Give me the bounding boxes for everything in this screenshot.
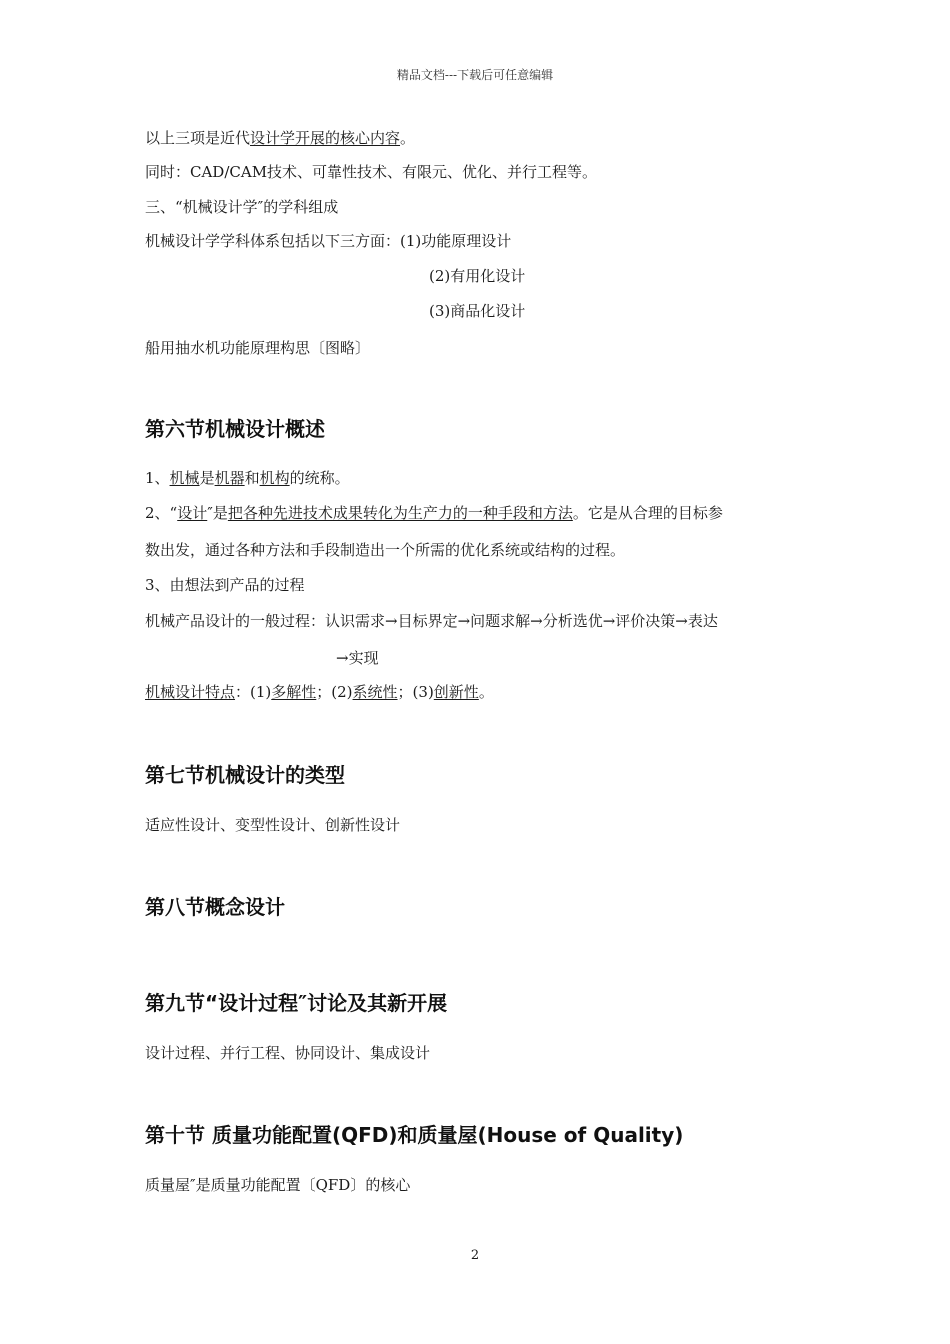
sec10-text: 质量屋″是质量功能配置〔QFD〕的核心: [145, 1176, 411, 1194]
section-8-heading: 第八节概念设计: [145, 895, 285, 919]
sec6-process: 机械产品设计的一般过程：认识需求→目标界定→问题求解→分析选优→评价决策→表达: [145, 612, 718, 630]
intro-line-6: (3)商品化设计: [429, 302, 526, 320]
text: 。: [478, 683, 494, 701]
text: ；(2): [316, 683, 353, 701]
section-10-heading: 第十节 质量功能配置(QFD)和质量屋(House of Quality): [145, 1123, 684, 1147]
intro-line-7: 船用抽水机功能原理构思〔图略〕: [145, 339, 371, 357]
sec6-process-cont: →实现: [336, 649, 379, 667]
underlined-text: 设计学开展的核心内容: [250, 129, 401, 147]
intro-line-3: 三、“机械设计学″的学科组成: [145, 198, 339, 216]
sec6-features: [145, 682, 494, 702]
text: 机械设计学学科体系包括以下三方面：: [145, 232, 401, 250]
page-header: 精品文档---下载后可任意编辑: [396, 68, 554, 82]
sec6-item-3: 3、由想法到产品的过程: [145, 576, 305, 594]
underlined-text: 多解性: [271, 683, 317, 701]
text: 是: [199, 469, 215, 487]
section-9-heading: 第九节“设计过程″讨论及其新开展: [145, 991, 448, 1015]
section-7-heading: 第七节机械设计的类型: [145, 763, 345, 787]
text: 的统称。: [289, 469, 350, 487]
text: 和: [244, 469, 260, 487]
section-6-heading: 第六节机械设计概述: [145, 417, 325, 441]
intro-line-4: [145, 231, 511, 251]
page-number: 2: [470, 1248, 480, 1263]
intro-line-2: 同时：CAD/CAM技术、可靠性技术、有限元、优化、并行工程等。: [145, 163, 598, 181]
text: 2、“: [145, 504, 178, 522]
text: 。它是从合理的目标参: [572, 504, 723, 522]
text: ″是: [207, 504, 228, 522]
text: 。: [400, 129, 416, 147]
underlined-text: 设计: [177, 504, 208, 522]
underlined-text: 系统性: [352, 683, 398, 701]
sec6-item-2-cont: 数出发，通过各种方法和手段制造出一个所需的优化系统或结构的过程。: [145, 541, 626, 559]
underlined-text: 机械: [169, 469, 200, 487]
sec9-text: 设计过程、并行工程、协同设计、集成设计: [145, 1044, 431, 1062]
sec6-item-2: [145, 503, 723, 523]
underlined-text: 把各种先进技术成果转化为生产力的一种手段和方法: [227, 504, 573, 522]
underlined-text: 机构: [259, 469, 290, 487]
sec7-text: 适应性设计、变型性设计、创新性设计: [145, 816, 401, 834]
text: (1)功能原理设计: [400, 232, 512, 250]
underlined-text: 机器: [214, 469, 245, 487]
intro-line-5: (2)有用化设计: [429, 267, 526, 285]
text: ；(3): [397, 683, 434, 701]
text: ：(1): [235, 683, 272, 701]
text: 1、: [145, 469, 170, 487]
underlined-text: 机械设计特点: [145, 683, 236, 701]
text: 以上三项是近代: [145, 129, 251, 147]
sec6-item-1: [145, 468, 350, 488]
intro-line-1: [145, 128, 415, 148]
underlined-text: 创新性: [433, 683, 479, 701]
